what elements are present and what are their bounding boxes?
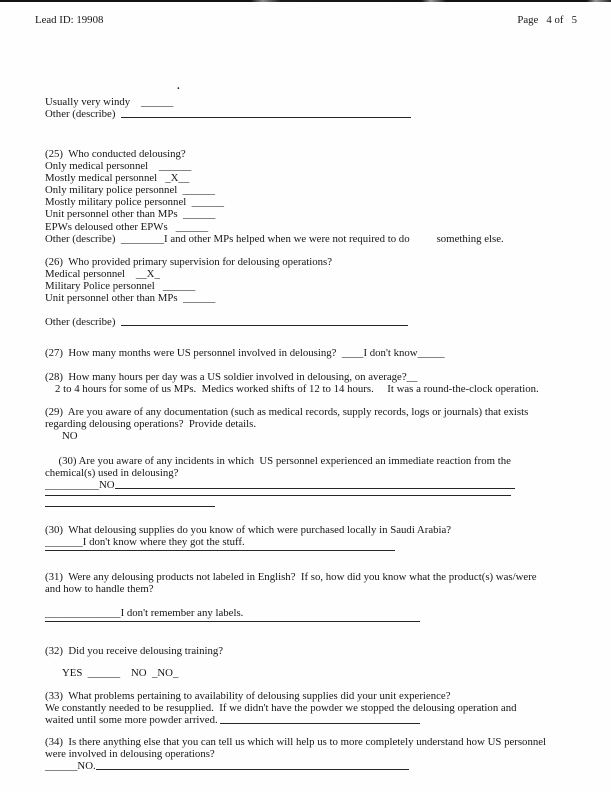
question-31 <box>45 571 591 619</box>
q33-answer-line2-row <box>45 714 591 726</box>
q25-option-4: Mostly military police personnel ______ <box>45 196 225 209</box>
q32-title: (32) Did you receive delousing training? <box>45 645 224 657</box>
q30a-title-line2: chemical(s) used in delousing? <box>45 467 179 480</box>
answer-blank-line <box>45 550 395 551</box>
q30a-answer-row <box>45 479 591 491</box>
q25-option-1: Only medical personnel ______ <box>45 160 192 173</box>
q33-answer-line1: We constantly needed to be resupplied. If we didn't have the powder we stopped the delousing operation and <box>45 702 517 715</box>
other-describe-label: Other (describe) <box>45 108 121 121</box>
q26-option-3: Unit personnel other than MPs ______ <box>45 292 216 305</box>
question-30a <box>45 455 591 491</box>
page-number-label: Page 4 of 5 <box>517 14 577 26</box>
q25-title: (25) Who conducted delousing? <box>45 148 186 160</box>
question-26 <box>45 256 591 328</box>
page-top-rule <box>0 0 611 2</box>
question-34 <box>45 736 591 772</box>
q28-answer: 2 to 4 hours for some of us MPs. Medics worked shifts of 12 to 14 hours. It was a round-the-clock operation. <box>55 383 539 396</box>
q30a-answer: __________NO <box>45 479 115 492</box>
question-33 <box>45 690 591 726</box>
q34-title-line1: (34) Is there anything else that you can tell us which will help us to more completely understand how US personnel <box>45 736 547 748</box>
q25-option-3: Only military police personnel ______ <box>45 184 216 197</box>
q34-answer-row <box>45 760 591 772</box>
q31-title-line1: (31) Were any delousing products not labeled in English? If so, how did you know what the product(s) was/were <box>45 571 537 583</box>
answer-blank-line <box>96 767 409 770</box>
q33-title: (33) What problems pertaining to availability of delousing supplies did your unit experience? <box>45 690 451 702</box>
q27-line: (27) How many months were US personnel involved in delousing? ____I don't know_____ <box>45 347 445 359</box>
answer-blank-line <box>45 621 420 622</box>
q26-option-1: Medical personnel __X_ <box>45 268 160 281</box>
q29-title-line2: regarding delousing operations? Provide details. <box>45 418 257 431</box>
q29-answer: NO <box>62 430 78 443</box>
lead-id-label: Lead ID: 19908 <box>35 14 104 26</box>
q25-option-6: EPWs deloused other EPWs ______ <box>45 220 209 233</box>
q32-answer: YES ______ NO _NO_ <box>62 667 179 680</box>
answer-blank-line <box>45 506 215 507</box>
q25-option-5: Unit personnel other than MPs ______ <box>45 208 216 221</box>
question-29 <box>45 406 591 442</box>
q28-title: (28) How many hours per day was a US soldier involved in delousing, on average?__ <box>45 371 418 383</box>
q30a-title-line1: (30) Are you aware of any incidents in which US personnel experienced an immediate reaction from the <box>45 455 511 467</box>
q34-title-line2: were involved in delousing operations? <box>45 748 215 761</box>
question-25 <box>45 148 591 245</box>
q29-title-line1: (29) Are you aware of any documentation (such as medical records, supply records, logs or journals) that exists <box>45 406 529 418</box>
other-describe-row <box>45 108 591 120</box>
q34-answer: ______NO. <box>45 760 96 773</box>
option-windy: Usually very windy ______ <box>45 96 174 108</box>
q26-title: (26) Who provided primary supervision for delousing operations? <box>45 256 333 268</box>
answer-blank-line <box>220 721 420 724</box>
weather-continuation-section <box>45 96 591 120</box>
q30b-answer: _______I don't know where they got the stuff. <box>45 536 245 549</box>
question-28 <box>45 371 591 395</box>
other-describe-label: Other (describe) <box>45 316 121 329</box>
q26-option-2: Military Police personnel ______ <box>45 280 196 293</box>
q33-answer-line2: waited until some more powder arrived. <box>45 714 221 727</box>
q25-other-answer: Other (describe) ________I and other MPs helped when we were not required to do something else. <box>45 232 504 245</box>
answer-blank-line <box>115 486 515 489</box>
q31-title-line2: and how to handle them? <box>45 583 154 596</box>
q26-other-row <box>45 316 591 328</box>
stray-ink-mark: . <box>177 80 180 92</box>
q25-option-2: Mostly medical personnel _X__ <box>45 172 190 185</box>
answer-blank-line <box>121 323 408 326</box>
question-27 <box>45 347 591 359</box>
q30b-title: (30) What delousing supplies do you know of which were purchased locally in Saudi Arabia? <box>45 524 452 536</box>
question-30b <box>45 524 591 548</box>
answer-blank-line <box>45 495 511 496</box>
answer-blank-line <box>121 115 411 118</box>
q31-answer: ______________I don't remember any labels. <box>45 607 244 620</box>
question-32 <box>45 645 591 679</box>
page-header <box>35 14 577 26</box>
